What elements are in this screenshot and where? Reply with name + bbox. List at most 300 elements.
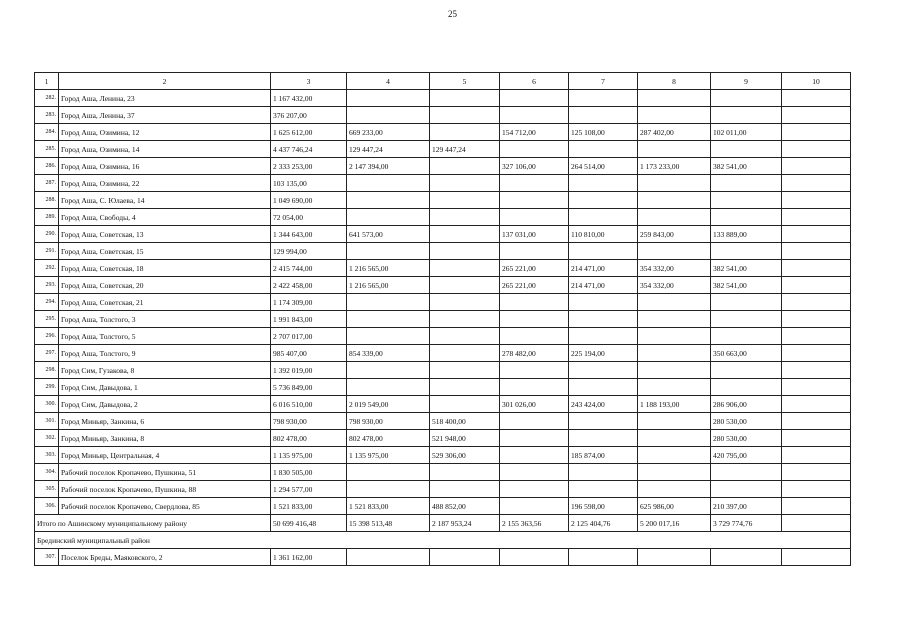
amount-cell: 529 306,00 [430,447,500,464]
amount-cell [711,328,782,345]
column-header: 1 [35,73,59,90]
amount-cell: 225 194,00 [569,345,638,362]
amount-cell [430,158,500,175]
amount-cell [430,464,500,481]
table-row [35,481,851,498]
amount-cell: 802 478,00 [347,430,430,447]
amount-cell [782,124,851,141]
row-number: 297. [35,345,59,362]
row-number: 305. [35,481,59,498]
amount-cell: 1 830 505,00 [271,464,347,481]
amount-cell: 1 174 309,00 [271,294,347,311]
amount-cell [638,464,711,481]
amount-cell [711,175,782,192]
amount-cell: 196 598,00 [569,498,638,515]
amount-cell [638,345,711,362]
table-row [35,464,851,481]
housing-repair-table [34,72,851,566]
amount-cell [782,209,851,226]
amount-cell: 420 795,00 [711,447,782,464]
amount-cell: 4 437 746,24 [271,141,347,158]
address-cell: Город Миньяр, Занкина, 6 [59,413,271,430]
amount-cell [638,311,711,328]
amount-cell [638,209,711,226]
amount-cell [430,226,500,243]
address-cell: Город Аша, Озимина, 12 [59,124,271,141]
amount-cell: 1 188 193,00 [638,396,711,413]
row-number: 282. [35,90,59,107]
table-row [35,447,851,464]
amount-cell: 382 541,00 [711,277,782,294]
amount-cell [569,311,638,328]
amount-cell [569,192,638,209]
amount-cell [430,328,500,345]
amount-cell [782,345,851,362]
amount-cell [638,549,711,566]
amount-cell: 185 874,00 [569,447,638,464]
amount-cell: 1 049 690,00 [271,192,347,209]
amount-cell [782,549,851,566]
amount-cell [782,447,851,464]
amount-cell [569,328,638,345]
amount-cell [782,260,851,277]
amount-cell [638,107,711,124]
total-amount-cell: 50 699 416,48 [271,515,347,532]
amount-cell [711,311,782,328]
amount-cell: 521 948,00 [430,430,500,447]
amount-cell [569,549,638,566]
table-row [35,107,851,124]
row-number: 290. [35,226,59,243]
address-cell: Город Аша, С. Юлаева, 14 [59,192,271,209]
address-cell: Город Сим, Давыдова, 2 [59,396,271,413]
amount-cell [500,107,569,124]
amount-cell [430,379,500,396]
amount-cell [782,498,851,515]
column-header: 6 [500,73,569,90]
amount-cell [638,481,711,498]
amount-cell: 214 471,00 [569,277,638,294]
amount-cell [347,294,430,311]
row-number: 302. [35,430,59,447]
row-number: 301. [35,413,59,430]
amount-cell [569,107,638,124]
amount-cell: 669 233,00 [347,124,430,141]
amount-cell [638,379,711,396]
amount-cell: 327 106,00 [500,158,569,175]
row-number: 292. [35,260,59,277]
amount-cell: 287 402,00 [638,124,711,141]
amount-cell [711,209,782,226]
amount-cell: 382 541,00 [711,260,782,277]
amount-cell [711,379,782,396]
amount-cell [500,362,569,379]
amount-cell [347,243,430,260]
amount-cell [711,243,782,260]
table-row [35,260,851,277]
amount-cell [347,464,430,481]
address-cell: Город Миньяр, Центральная, 4 [59,447,271,464]
column-header: 8 [638,73,711,90]
amount-cell: 354 332,00 [638,260,711,277]
amount-cell [347,362,430,379]
row-number: 293. [35,277,59,294]
amount-cell: 1 167 432,00 [271,90,347,107]
row-number: 303. [35,447,59,464]
amount-cell: 354 332,00 [638,277,711,294]
amount-cell [782,226,851,243]
amount-cell: 2 707 017,00 [271,328,347,345]
amount-cell: 1 521 833,00 [347,498,430,515]
amount-cell: 1 294 577,00 [271,481,347,498]
table-row [35,141,851,158]
amount-cell [782,396,851,413]
amount-cell [347,328,430,345]
total-amount-cell [782,515,851,532]
address-cell: Город Сим, Давыдова, 1 [59,379,271,396]
amount-cell [500,481,569,498]
amount-cell [500,209,569,226]
amount-cell: 214 471,00 [569,260,638,277]
amount-cell: 1 135 975,00 [271,447,347,464]
row-number: 288. [35,192,59,209]
amount-cell: 286 906,00 [711,396,782,413]
amount-cell: 301 026,00 [500,396,569,413]
row-number: 283. [35,107,59,124]
section-row [35,532,851,549]
amount-cell [500,413,569,430]
amount-cell [638,362,711,379]
address-cell: Город Аша, Советская, 21 [59,294,271,311]
amount-cell: 382 541,00 [711,158,782,175]
row-number: 286. [35,158,59,175]
amount-cell [569,379,638,396]
amount-cell: 1 625 612,00 [271,124,347,141]
amount-cell [500,175,569,192]
table-row [35,328,851,345]
amount-cell [569,430,638,447]
amount-cell [782,158,851,175]
row-number: 298. [35,362,59,379]
row-number: 295. [35,311,59,328]
amount-cell: 1 344 643,00 [271,226,347,243]
table-row [35,379,851,396]
amount-cell [430,192,500,209]
amount-cell: 1 216 565,00 [347,277,430,294]
amount-cell: 1 135 975,00 [347,447,430,464]
section-title: Брединский муниципальный район [35,532,851,549]
row-number: 287. [35,175,59,192]
amount-cell: 210 397,00 [711,498,782,515]
amount-cell [711,90,782,107]
amount-cell: 488 852,00 [430,498,500,515]
column-header: 2 [59,73,271,90]
amount-cell: 1 521 833,00 [271,498,347,515]
amount-cell [638,192,711,209]
amount-cell [430,294,500,311]
amount-cell [430,396,500,413]
amount-cell: 125 108,00 [569,124,638,141]
total-amount-cell: 15 398 513,48 [347,515,430,532]
amount-cell [569,175,638,192]
amount-cell: 264 514,00 [569,158,638,175]
amount-cell [638,243,711,260]
row-number: 289. [35,209,59,226]
amount-cell: 265 221,00 [500,260,569,277]
amount-cell [711,362,782,379]
amount-cell [711,464,782,481]
amount-cell [782,430,851,447]
amount-cell [782,90,851,107]
address-cell: Город Аша, Советская, 13 [59,226,271,243]
table-row [35,209,851,226]
amount-cell [500,498,569,515]
total-amount-cell: 2 187 953,24 [430,515,500,532]
amount-cell [638,430,711,447]
total-amount-cell: 2 125 404,76 [569,515,638,532]
amount-cell [782,464,851,481]
amount-cell [569,294,638,311]
amount-cell [638,141,711,158]
amount-cell [347,192,430,209]
amount-cell: 625 986,00 [638,498,711,515]
amount-cell: 376 207,00 [271,107,347,124]
amount-cell [500,141,569,158]
amount-cell [711,294,782,311]
amount-cell [711,192,782,209]
amount-cell [638,413,711,430]
amount-cell [782,311,851,328]
amount-cell [569,90,638,107]
address-cell: Город Аша, Толстого, 3 [59,311,271,328]
amount-cell: 350 663,00 [711,345,782,362]
amount-cell [782,328,851,345]
amount-cell: 2 019 549,00 [347,396,430,413]
amount-cell [782,141,851,158]
amount-cell [711,549,782,566]
row-number: 299. [35,379,59,396]
table-row [35,192,851,209]
amount-cell [500,464,569,481]
amount-cell [782,277,851,294]
amount-cell: 802 478,00 [271,430,347,447]
amount-cell [569,481,638,498]
amount-cell [711,107,782,124]
amount-cell: 102 011,00 [711,124,782,141]
amount-cell [782,413,851,430]
amount-cell [782,362,851,379]
row-number: 284. [35,124,59,141]
amount-cell [430,345,500,362]
address-cell: Город Аша, Толстого, 5 [59,328,271,345]
amount-cell [430,549,500,566]
amount-cell: 1 173 233,00 [638,158,711,175]
address-cell: Город Аша, Озимина, 14 [59,141,271,158]
amount-cell [500,243,569,260]
column-number-header-row [35,73,851,90]
amount-cell [638,175,711,192]
amount-cell: 1 216 565,00 [347,260,430,277]
amount-cell: 154 712,00 [500,124,569,141]
total-row [35,515,851,532]
amount-cell [500,328,569,345]
row-number: 285. [35,141,59,158]
row-number: 307. [35,549,59,566]
total-label: Итого по Ашинскому муниципальному району [35,515,271,532]
amount-cell [430,107,500,124]
total-amount-cell: 5 200 017,16 [638,515,711,532]
amount-cell [782,107,851,124]
amount-cell [347,481,430,498]
amount-cell: 129 447,24 [430,141,500,158]
amount-cell [430,90,500,107]
amount-cell [430,260,500,277]
address-cell: Рабочий поселок Кропачево, Пушкина, 51 [59,464,271,481]
row-number: 296. [35,328,59,345]
table-row [35,362,851,379]
amount-cell [347,311,430,328]
amount-cell [430,362,500,379]
amount-cell [569,209,638,226]
column-header: 5 [430,73,500,90]
amount-cell [782,192,851,209]
amount-cell [500,90,569,107]
amount-cell: 243 424,00 [569,396,638,413]
row-number: 291. [35,243,59,260]
amount-cell [569,362,638,379]
amount-cell: 798 930,00 [347,413,430,430]
amount-cell: 985 407,00 [271,345,347,362]
table-row [35,549,851,566]
amount-cell: 854 339,00 [347,345,430,362]
amount-cell [569,141,638,158]
amount-cell [347,90,430,107]
amount-cell [782,175,851,192]
amount-cell [430,277,500,294]
amount-cell [500,430,569,447]
address-cell: Город Миньяр, Занкина, 8 [59,430,271,447]
amount-cell: 278 482,00 [500,345,569,362]
amount-cell: 280 530,00 [711,413,782,430]
amount-cell: 6 016 510,00 [271,396,347,413]
address-cell: Город Аша, Свободы, 4 [59,209,271,226]
table-row [35,175,851,192]
amount-cell: 2 422 458,00 [271,277,347,294]
amount-cell [347,175,430,192]
address-cell: Город Аша, Ленина, 23 [59,90,271,107]
table-row [35,345,851,362]
address-cell: Город Аша, Озимина, 22 [59,175,271,192]
table-row [35,396,851,413]
address-cell: Город Аша, Озимина, 16 [59,158,271,175]
total-amount-cell: 2 155 363,56 [500,515,569,532]
column-header: 9 [711,73,782,90]
amount-cell [782,294,851,311]
amount-cell: 798 930,00 [271,413,347,430]
address-cell: Город Аша, Советская, 20 [59,277,271,294]
row-number: 304. [35,464,59,481]
amount-cell [347,379,430,396]
address-cell: Город Сим, Гузакова, 8 [59,362,271,379]
amount-cell [711,481,782,498]
amount-cell [430,209,500,226]
amount-cell: 641 573,00 [347,226,430,243]
amount-cell [500,192,569,209]
amount-cell [500,379,569,396]
table-row [35,294,851,311]
table-row [35,243,851,260]
table-row [35,413,851,430]
amount-cell [782,243,851,260]
amount-cell: 1 392 019,00 [271,362,347,379]
address-cell: Город Аша, Толстого, 9 [59,345,271,362]
table-row [35,226,851,243]
amount-cell [430,124,500,141]
amount-cell: 518 400,00 [430,413,500,430]
amount-cell [347,107,430,124]
amount-cell: 2 147 394,00 [347,158,430,175]
amount-cell [500,311,569,328]
amount-cell [500,549,569,566]
address-cell: Город Аша, Советская, 15 [59,243,271,260]
amount-cell: 2 415 744,00 [271,260,347,277]
amount-cell: 259 843,00 [638,226,711,243]
row-number: 300. [35,396,59,413]
address-cell: Рабочий поселок Кропачево, Свердлова, 85 [59,498,271,515]
amount-cell [430,243,500,260]
amount-cell [782,481,851,498]
column-header: 4 [347,73,430,90]
column-header: 7 [569,73,638,90]
page-number: 25 [448,9,457,19]
amount-cell [638,328,711,345]
amount-cell [711,141,782,158]
total-amount-cell: 3 729 774,76 [711,515,782,532]
amount-cell: 280 530,00 [711,430,782,447]
amount-cell [638,447,711,464]
amount-cell [569,464,638,481]
column-header: 3 [271,73,347,90]
table-row [35,311,851,328]
amount-cell [569,413,638,430]
table-row [35,124,851,141]
amount-cell [638,90,711,107]
amount-cell: 129 447,24 [347,141,430,158]
column-header: 10 [782,73,851,90]
address-cell: Поселок Бреды, Маяковского, 2 [59,549,271,566]
amount-cell [638,294,711,311]
amount-cell: 129 994,00 [271,243,347,260]
amount-cell: 265 221,00 [500,277,569,294]
table-row [35,90,851,107]
amount-cell [500,447,569,464]
table-row [35,158,851,175]
amount-cell: 72 054,00 [271,209,347,226]
amount-cell [347,209,430,226]
amount-cell: 1 361 162,00 [271,549,347,566]
amount-cell: 2 333 253,00 [271,158,347,175]
amount-cell: 133 889,00 [711,226,782,243]
amount-cell: 5 736 849,00 [271,379,347,396]
amount-cell: 110 810,00 [569,226,638,243]
address-cell: Рабочий поселок Кропачево, Пушкина, 88 [59,481,271,498]
amount-cell: 103 135,00 [271,175,347,192]
amount-cell: 1 991 843,00 [271,311,347,328]
amount-cell: 137 031,00 [500,226,569,243]
amount-cell [347,549,430,566]
amount-cell [430,175,500,192]
amount-cell [430,311,500,328]
